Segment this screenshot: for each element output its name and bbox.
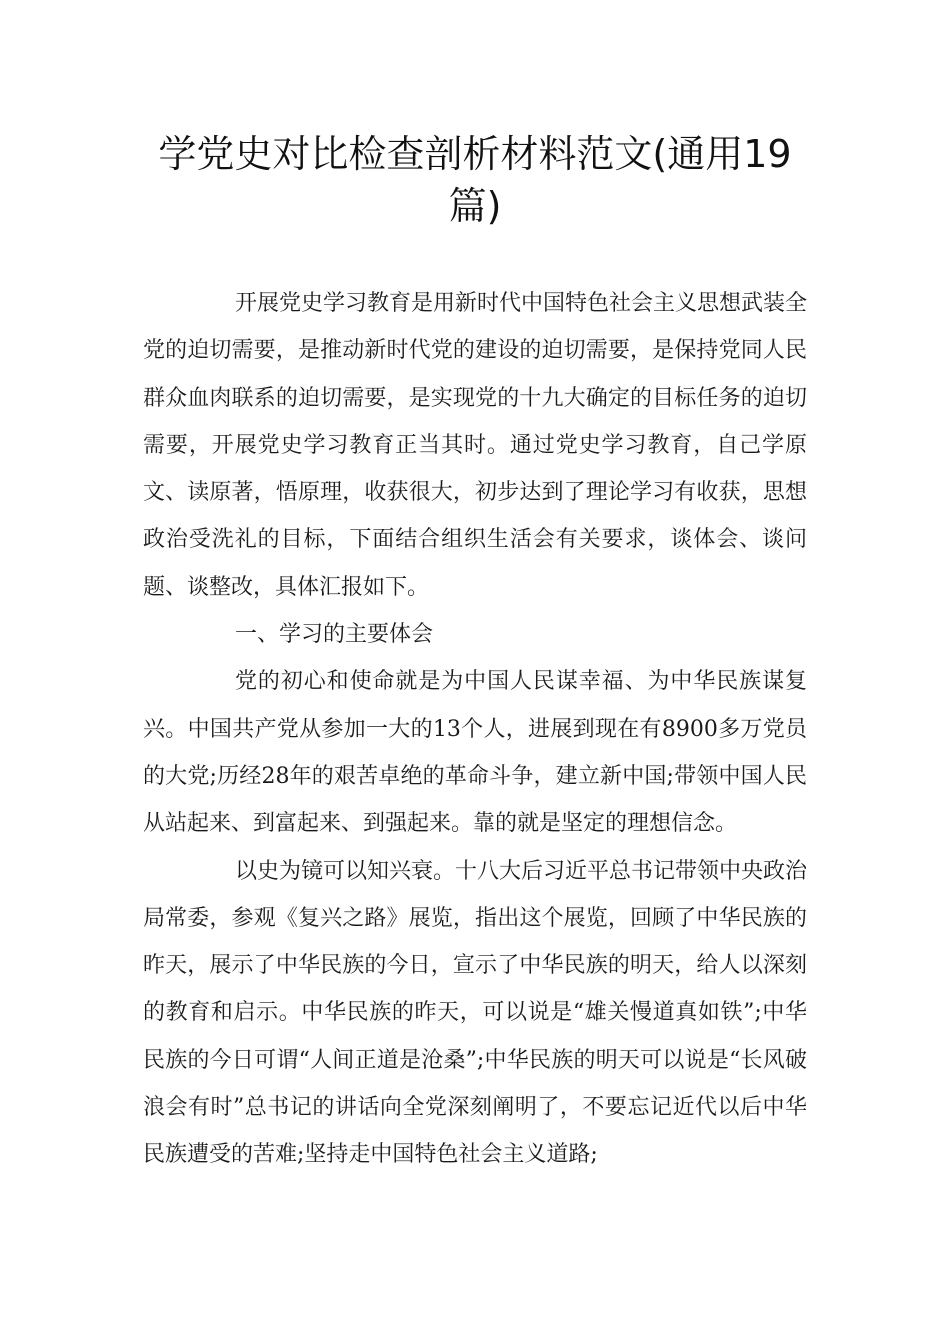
paragraph-intro: 开展党史学习教育是用新时代中国特色社会主义思想武装全党的迫切需要，是推动新时代党的建设的迫切需要，是保持党同人民群众血肉联系的迫切需要，是实现党的十九大确定的目标任务的迫切需要，开展党史学习教育正当其时。通过党史学习教育，自己学原文、读原著，悟原理，收获很大，初步达到了理论学习有收获，思想政治受洗礼的目标，下面结合组织生活会有关要求，谈体会、谈问题、谈整改，具体汇报如下。 — [143, 291, 808, 600]
document-body — [143, 280, 807, 1179]
paragraph-mission: 党的初心和使命就是为中国人民谋幸福、为中华民族谋复兴。中国共产党从参加一大的13个人，进展到现在有8900多万党员的大党;历经28年的艰苦卓绝的革命斗争，建立新中国;带领中国人民从站起来、到富起来、到强起来。靠的就是坚定的理想信念。 — [143, 669, 807, 837]
document-title: 学党史对比检查剖析材料范文(通用19篇) — [158, 132, 792, 228]
section-heading-1: 一、学习的主要体会 — [235, 622, 434, 648]
paragraph-history: 以史为镜可以知兴衰。十八大后习近平总书记带领中央政治局常委，参观《复兴之路》展览，指出这个展览，回顾了中华民族的昨天，展示了中华民族的今日，宣示了中华民族的明天，给人以深刻的教育和启示。中华民族的昨天，可以说是“雄关慢道真如铁”;中华民族的今日可谓“人间正道是沧桑”;中华民族的明天可以说是“长风破浪会有时”总书记的讲话向全党深刻阐明了，不要忘记近代以后中华民族遭受的苦难;坚持走中国特色社会主义道路; — [143, 858, 808, 1168]
